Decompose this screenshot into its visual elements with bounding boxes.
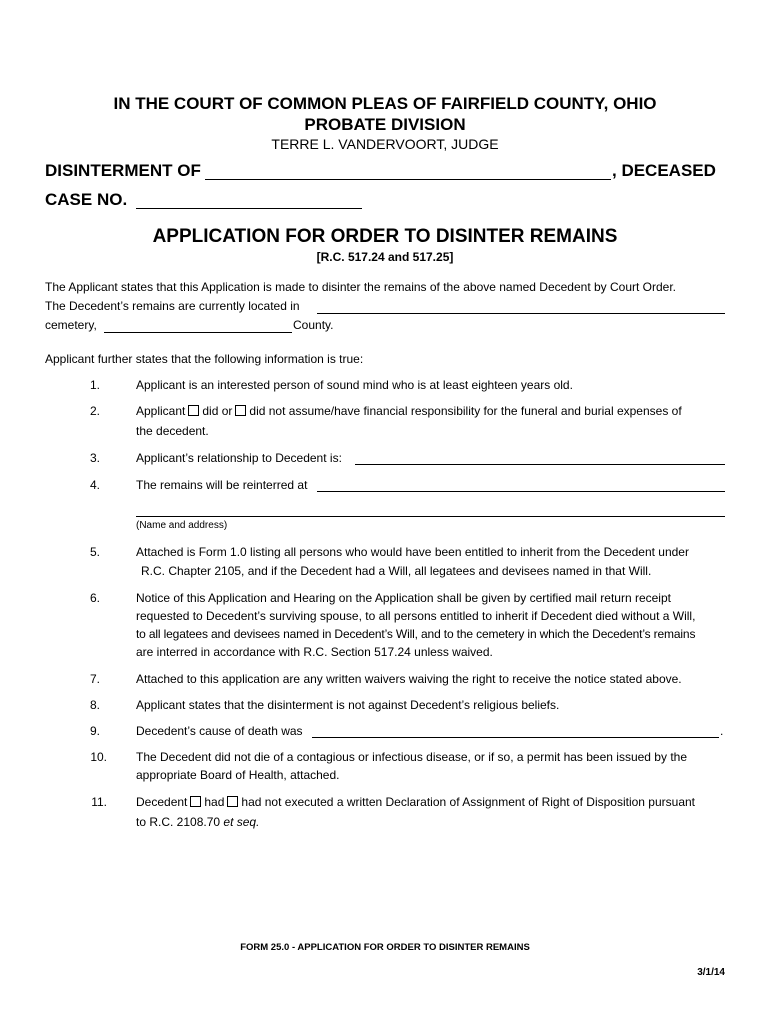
item-number: 7.: [89, 672, 100, 686]
relationship-field[interactable]: [355, 450, 725, 465]
item-6-line-4: are interred in accordance with R.C. Section 517.24 unless waived.: [136, 645, 493, 659]
item-4-text: The remains will be reinterred at: [136, 478, 308, 492]
did-label: did or: [202, 404, 233, 418]
item-6-line-3: to all legatees and devisees named in Decedent’s Will, and to the cemetery in which the Decedent’s remains: [136, 627, 696, 641]
item-8-text: Applicant states that the disinterment is not against Decedent’s religious beliefs.: [136, 698, 560, 712]
intro-line-1: The Applicant states that this Application is made to disinter the remains of the above named Decedent by Court Order.: [45, 280, 677, 294]
deceased-label: , DECEASED: [612, 161, 716, 180]
had-not-checkbox[interactable]: [227, 796, 238, 807]
item-11-statute: to R.C. 2108.70: [136, 815, 224, 829]
form-title: APPLICATION FOR ORDER TO DISINTER REMAINS: [152, 226, 618, 247]
form-footer: FORM 25.0 - APPLICATION FOR ORDER TO DISINTER REMAINS: [240, 942, 530, 953]
had-not-label: had not executed a written Declaration of Assignment of Right of Disposition pursuant: [241, 795, 695, 809]
had-label: had: [204, 795, 225, 809]
county-field[interactable]: [104, 318, 292, 333]
item-number: 8.: [89, 698, 100, 712]
decedent-name-field[interactable]: [205, 162, 611, 180]
case-no-label: CASE NO.: [45, 190, 128, 209]
item-number: 5.: [89, 545, 100, 559]
had-checkbox[interactable]: [190, 796, 201, 807]
item-number: 6.: [89, 591, 100, 605]
reinterment-address-field[interactable]: [136, 502, 725, 517]
item-10-line-2: appropriate Board of Health, attached.: [136, 768, 340, 782]
item-11-decedent: Decedent: [136, 795, 188, 809]
intro-line-2: The Decedent’s remains are currently located in: [45, 299, 300, 313]
item-11-line-2: [136, 812, 259, 832]
did-not-label: did not assume/have financial responsibility for the funeral and burial expenses of: [249, 404, 682, 418]
item-11-line-1: [136, 792, 695, 812]
item-6-line-1: Notice of this Application and Hearing on the Application shall be given by certified mail return receipt: [136, 591, 671, 605]
item-9-text: Decedent’s cause of death was: [136, 724, 303, 738]
court-heading: IN THE COURT OF COMMON PLEAS OF FAIRFIELD COUNTY, OHIO: [113, 94, 657, 113]
item-9-period: .: [720, 724, 724, 738]
further-statement: Applicant further states that the following information is true:: [45, 352, 364, 366]
item-6-line-2: requested to Decedent’s surviving spouse, to all persons entitled to inherit if Decedent died without a Will,: [136, 609, 696, 623]
did-checkbox[interactable]: [188, 405, 199, 416]
item-number: 11.: [91, 795, 107, 809]
county-label: County.: [293, 318, 334, 332]
did-not-checkbox[interactable]: [235, 405, 246, 416]
item-7-text: Attached to this application are any written waivers waiving the right to receive the notice stated above.: [136, 672, 682, 686]
item-11-et-seq: et seq.: [223, 815, 260, 829]
item-5-line-1: Attached is Form 1.0 listing all persons who would have been entitled to inherit from the Decedent under: [136, 545, 689, 559]
item-1-text: Applicant is an interested person of sound mind who is at least eighteen years old.: [136, 378, 573, 392]
reinterment-field[interactable]: [317, 477, 725, 492]
item-2-line-1: [136, 401, 682, 421]
division-heading: PROBATE DIVISION: [304, 115, 466, 134]
item-number: 9.: [89, 724, 100, 738]
item-2-line-2: the decedent.: [136, 424, 209, 438]
item-number: 10.: [90, 750, 107, 764]
judge-name: TERRE L. VANDERVOORT, JUDGE: [271, 136, 499, 152]
statute-citation: [R.C. 517.24 and 517.25]: [316, 250, 454, 264]
item-10-line-1: The Decedent did not die of a contagious or infectious disease, or if so, a permit has been issued by the: [136, 750, 687, 764]
item-5-line-2: R.C. Chapter 2105, and if the Decedent had a Will, all legatees and devisees named in that Will.: [141, 564, 652, 578]
disinterment-label: DISINTERMENT OF: [45, 161, 201, 180]
item-2-applicant: Applicant: [136, 404, 186, 418]
item-number: 3.: [89, 451, 100, 465]
item-number: 4.: [89, 478, 100, 492]
item-number: 2.: [89, 404, 100, 418]
name-address-label: (Name and address): [136, 520, 228, 531]
item-3-text: Applicant’s relationship to Decedent is:: [136, 451, 342, 465]
item-number: 1.: [89, 378, 100, 392]
revision-date: 3/1/14: [697, 967, 725, 978]
cause-of-death-field[interactable]: [312, 723, 719, 738]
case-number-field[interactable]: [136, 191, 362, 209]
current-location-field[interactable]: [317, 299, 725, 314]
cemetery-label: cemetery,: [45, 318, 97, 332]
